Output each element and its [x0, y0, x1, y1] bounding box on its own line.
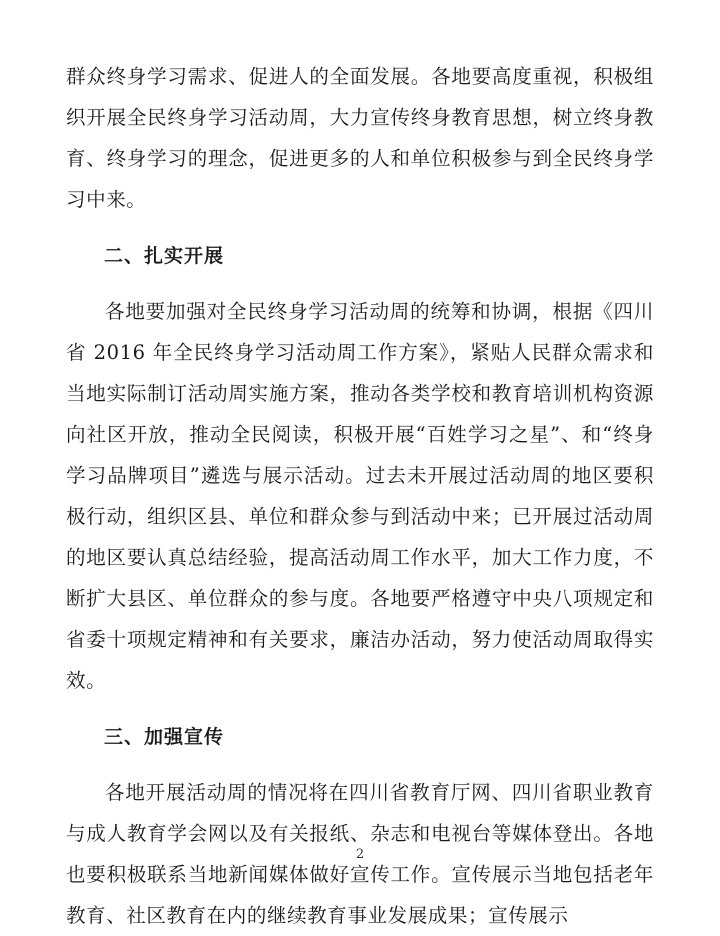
document-body	[66, 56, 654, 936]
page-number: 2	[355, 847, 365, 862]
heading-spacer-two	[66, 758, 654, 772]
paragraph-opening: 群众终身学习需求、促进人的全面发展。各地要高度重视，积极组织开展全民终身学习活动周，大力宣传终身教育思想，树立终身教育、终身学习的理念，促进更多的人和单位积极参与到全民终身学习中来。	[66, 65, 654, 211]
paragraph-section-two-body: 各地要加强对全民终身学习活动周的统筹和协调，根据《四川省 2016 年全民终身学习活动周工作方案》，紧贴人民群众需求和当地实际制订活动周实施方案，推动各类学校和教育培训机构资源向社区开放，推动全民阅读，积极开展“百姓学习之星”、和“终身学习品牌项目”遴选与展示活动。过去未开展过活动周的地区要积极行动，组织区县、单位和群众参与到活动中来；已开展过活动周的地区要认真总结经验，提高活动周工作水平，加大工作力度，不断扩大县区、单位群众的参与度。各地要严格遵守中央八项规定和省委十项规定精神和有关要求，廉洁办活动，努力使活动周取得实效。	[66, 300, 654, 692]
section-heading-three: 三、加强宣传	[104, 726, 225, 748]
paragraph-spacer	[66, 220, 654, 236]
paragraph-spacer-two	[66, 701, 654, 717]
section-heading-two: 二、扎实开展	[104, 245, 225, 267]
heading-spacer	[66, 277, 654, 291]
paragraph-section-three-body: 各地开展活动周的情况将在四川省教育厅网、四川省职业教育与成人教育学会网以及有关报纸、杂志和电视台等媒体登出。各地也要积极联系当地新闻媒体做好宣传工作。宣传展示当地包括老年教育、社区教育在内的继续教育事业发展成果；宣传展示	[66, 781, 654, 927]
